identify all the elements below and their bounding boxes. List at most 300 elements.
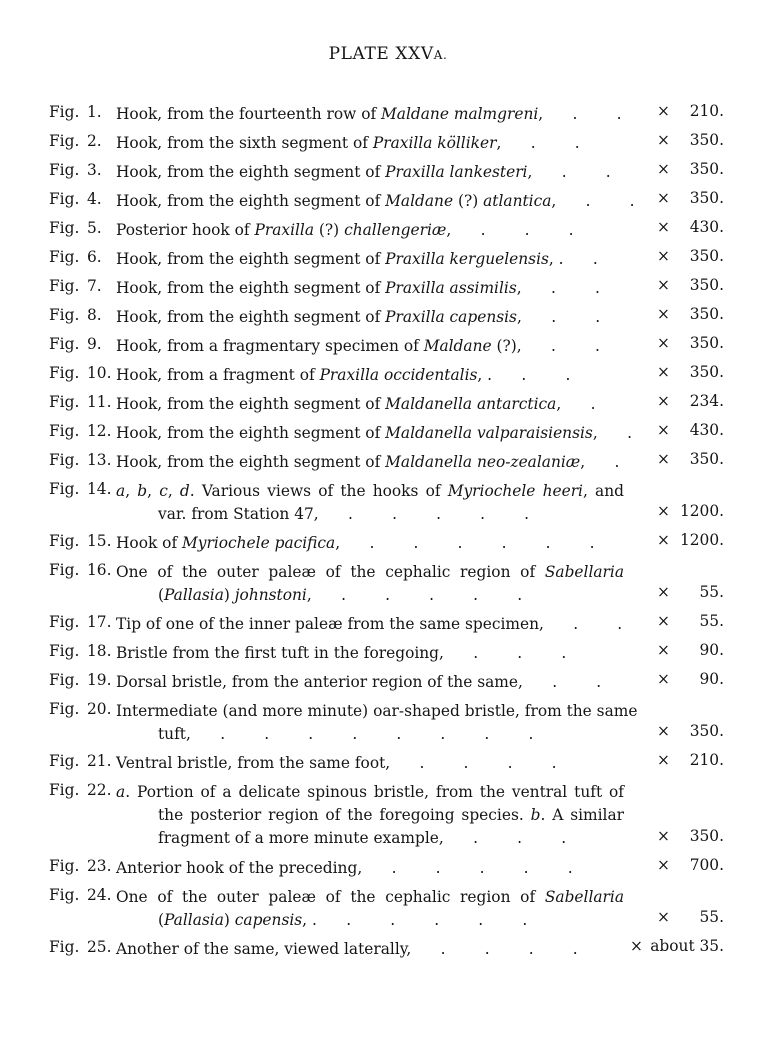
- description-text: , and: [582, 482, 624, 500]
- fig-abbrev: Fig.: [49, 700, 80, 718]
- description-line: [116, 532, 624, 555]
- fig-number: 25.: [87, 938, 112, 956]
- leader-dots: .: [597, 424, 632, 442]
- figure-entry: [0, 695, 776, 747]
- magnification-sign: ×: [657, 363, 670, 381]
- description-text: Hook, from a fragmentary specimen of: [116, 337, 424, 355]
- description-text: . Various views of the hooks of: [189, 482, 448, 500]
- figure-description: [116, 857, 624, 880]
- magnification-value: 350.: [689, 363, 724, 381]
- description-text: ): [223, 586, 235, 604]
- fig-number: 6.: [87, 248, 102, 266]
- figure-label: [49, 306, 102, 324]
- figure-description: [116, 335, 624, 358]
- description-text: . Portion of a delicate spinous bristle, from the ventral tuft of: [125, 783, 624, 801]
- fig-abbrev: Fig.: [49, 938, 80, 956]
- taxon-name: Pallasia: [164, 911, 224, 929]
- taxon-name: challengeriæ: [344, 221, 447, 239]
- figure-entry: [0, 127, 776, 156]
- description-line: [116, 190, 635, 213]
- description-line: [116, 857, 624, 880]
- fig-abbrev: Fig.: [49, 335, 80, 353]
- fig-abbrev: Fig.: [49, 422, 80, 440]
- description-text: Dorsal bristle, from the anterior region of the same,: [116, 673, 523, 691]
- fig-number: 19.: [87, 671, 112, 689]
- taxon-name: Maldane malmgreni: [381, 105, 539, 123]
- fig-abbrev: Fig.: [49, 613, 80, 631]
- figure-entry: [0, 637, 776, 666]
- description-text: tuft,: [158, 725, 191, 743]
- figure-label: [49, 393, 111, 411]
- taxon-name: Sabellaria: [544, 563, 624, 581]
- fig-abbrev: Fig.: [49, 642, 80, 660]
- taxon-name: Maldane: [423, 337, 492, 355]
- taxon-name: Praxilla: [254, 221, 315, 239]
- fig-number: 18.: [87, 642, 112, 660]
- figure-entry: [0, 881, 776, 933]
- figure-entry: [0, 747, 776, 776]
- description-line: [116, 161, 624, 184]
- description-line: [116, 451, 624, 474]
- figure-label: [49, 480, 111, 498]
- figure-entry: [0, 608, 776, 637]
- description-text: fragment of a more minute example,: [158, 829, 444, 847]
- leader-dots: . .: [532, 163, 611, 181]
- fig-number: 3.: [87, 161, 102, 179]
- figure-entry: [0, 359, 776, 388]
- magnification-sign: ×: [657, 502, 670, 520]
- description-text: ,: [335, 534, 341, 552]
- magnification-value: 350.: [689, 722, 724, 740]
- leader-dots: . . . . .: [316, 911, 528, 929]
- magnification-value: 1200.: [679, 502, 724, 520]
- figure-entry: [0, 776, 776, 852]
- taxon-name: Myriochele pacifica: [182, 534, 336, 552]
- figure-description: [116, 103, 624, 126]
- figure-label: [49, 103, 102, 121]
- figure-entry: [0, 852, 776, 881]
- fig-number: 10.: [87, 364, 112, 382]
- leader-dots: . . . .: [390, 754, 557, 772]
- leader-dots: . . .: [443, 829, 567, 847]
- magnification-value: 55.: [699, 908, 724, 926]
- fig-abbrev: Fig.: [49, 886, 80, 904]
- description-text: (?),: [491, 337, 522, 355]
- figure-entry: [0, 666, 776, 695]
- figure-entry: [0, 156, 776, 185]
- magnification-sign: ×: [657, 908, 670, 926]
- magnification-sign: ×: [657, 102, 670, 120]
- figure-description: [116, 700, 638, 746]
- taxon-name: capensis: [234, 911, 303, 929]
- figure-label: [49, 938, 111, 956]
- description-text: (: [158, 911, 165, 929]
- taxon-name: a: [116, 482, 126, 500]
- figure-label: [49, 642, 111, 660]
- description-line: [116, 752, 624, 775]
- description-text: (?): [314, 221, 345, 239]
- magnification-sign: ×: [657, 131, 670, 149]
- description-text: ,: [538, 105, 544, 123]
- leader-dots: . . . . .: [311, 586, 523, 604]
- magnification-value: 350.: [689, 189, 724, 207]
- description-text: Hook, from the fourteenth row of: [116, 105, 382, 123]
- magnification-sign: ×: [657, 189, 670, 207]
- plate-title: [0, 44, 776, 64]
- taxon-name: Praxilla lankesteri: [385, 163, 528, 181]
- leader-dots: . .: [543, 105, 622, 123]
- figure-label: [49, 671, 111, 689]
- description-line: [116, 306, 624, 329]
- description-text: ,: [527, 163, 533, 181]
- description-text: the posterior region of the foregoing species.: [158, 806, 531, 824]
- description-text: Hook, from the eighth segment of: [116, 279, 386, 297]
- figure-label: [49, 857, 111, 875]
- description-text: (?): [453, 192, 484, 210]
- description-line: [116, 827, 624, 850]
- description-line: [116, 613, 624, 636]
- taxon-name: Praxilla capensis: [385, 308, 517, 326]
- figure-description: [116, 393, 624, 416]
- leader-dots: . . . . . .: [340, 534, 595, 552]
- figure-entry: [0, 330, 776, 359]
- description-text: Hook, from a fragment of: [116, 366, 320, 384]
- figure-entry: [0, 556, 776, 608]
- magnification-value: 1200.: [679, 531, 724, 549]
- leader-dots: . .: [492, 366, 571, 384]
- fig-abbrev: Fig.: [49, 752, 80, 770]
- description-line: [116, 132, 624, 155]
- figure-description: [116, 306, 624, 329]
- figure-label: [49, 700, 111, 718]
- magnification-sign: ×: [630, 937, 643, 955]
- fig-abbrev: Fig.: [49, 277, 80, 295]
- fig-abbrev: Fig.: [49, 219, 80, 237]
- leader-dots: . .: [556, 192, 635, 210]
- taxon-name: Maldanella neo-zealaniæ: [385, 453, 581, 471]
- description-text: ,: [592, 424, 598, 442]
- description-text: , .: [302, 911, 317, 929]
- magnification-sign: ×: [657, 305, 670, 323]
- magnification-sign: ×: [657, 670, 670, 688]
- leader-dots: . .: [521, 308, 601, 326]
- fig-number: 23.: [87, 857, 112, 875]
- figure-label: [49, 277, 102, 295]
- description-text: Hook, from the eighth segment of: [116, 308, 386, 326]
- description-text: One of the outer paleæ of the cephalic region of: [116, 888, 545, 906]
- description-line: [116, 335, 624, 358]
- magnification-value: 55.: [699, 612, 724, 630]
- fig-abbrev: Fig.: [49, 561, 80, 579]
- figure-label: [49, 335, 102, 353]
- figure-description: [116, 613, 624, 636]
- fig-number: 22.: [87, 781, 112, 799]
- figure-description: [116, 938, 624, 961]
- magnification-sign: ×: [657, 334, 670, 352]
- description-text: ): [223, 911, 235, 929]
- figure-description: [116, 781, 624, 850]
- description-line: [116, 804, 624, 827]
- leader-dots: . .: [543, 615, 623, 633]
- magnification-value: 700.: [689, 856, 724, 874]
- fig-abbrev: Fig.: [49, 364, 80, 382]
- magnification-sign: ×: [657, 612, 670, 630]
- figure-description: [116, 561, 624, 607]
- taxon-name: atlantica: [483, 192, 552, 210]
- description-text: Posterior hook of: [116, 221, 255, 239]
- magnification-value: 350.: [689, 334, 724, 352]
- magnification-value: 350.: [689, 131, 724, 149]
- magnification-sign: ×: [657, 531, 670, 549]
- description-line: [116, 277, 624, 300]
- magnification-sign: ×: [657, 218, 670, 236]
- description-text: , .: [548, 250, 564, 268]
- figure-label: [49, 364, 111, 382]
- description-text: Hook, from the sixth segment of: [116, 134, 373, 152]
- description-text: Ventral bristle, from the same foot,: [116, 754, 391, 772]
- description-line: [116, 480, 624, 503]
- description-line: [116, 561, 624, 584]
- leader-dots: . .: [501, 134, 580, 152]
- leader-dots: . . . . .: [362, 859, 573, 877]
- leader-dots: .: [563, 250, 598, 268]
- magnification-sign: ×: [657, 722, 670, 740]
- description-line: [116, 248, 624, 271]
- figure-list: [0, 98, 776, 962]
- leader-dots: . . . . .: [318, 505, 530, 523]
- figure-description: [116, 480, 624, 526]
- figure-description: [116, 642, 624, 665]
- figure-description: [116, 132, 624, 155]
- description-text: var. from Station 47,: [158, 505, 319, 523]
- magnification-value: 430.: [689, 421, 724, 439]
- leader-dots: .: [561, 395, 596, 413]
- description-text: Another of the same, viewed laterally,: [116, 940, 412, 958]
- fig-number: 4.: [87, 190, 102, 208]
- figure-description: [116, 451, 624, 474]
- description-line: [116, 584, 624, 607]
- magnification-value: 350.: [689, 305, 724, 323]
- magnification-sign: ×: [657, 583, 670, 601]
- description-text: ,: [556, 395, 562, 413]
- taxon-name: Praxilla kölliker: [372, 134, 497, 152]
- description-text: Tip of one of the inner paleæ from the same specimen,: [116, 615, 544, 633]
- taxon-name: a: [116, 783, 126, 801]
- figure-entry: [0, 527, 776, 556]
- fig-number: 21.: [87, 752, 112, 770]
- description-text: Anterior hook of the preceding,: [116, 859, 363, 877]
- fig-abbrev: Fig.: [49, 781, 80, 799]
- description-text: . A similar: [540, 806, 625, 824]
- fig-abbrev: Fig.: [49, 857, 80, 875]
- description-line: [116, 671, 624, 694]
- leader-dots: . .: [521, 279, 600, 297]
- fig-number: 8.: [87, 306, 102, 324]
- fig-number: 13.: [87, 451, 112, 469]
- figure-description: [116, 219, 624, 242]
- description-text: Intermediate (and more minute) oar-shaped bristle, from the same: [116, 702, 638, 720]
- description-text: Hook, from the eighth segment of: [116, 163, 386, 181]
- figure-label: [49, 532, 111, 550]
- figure-entry: [0, 417, 776, 446]
- fig-abbrev: Fig.: [49, 393, 80, 411]
- figure-label: [49, 219, 102, 237]
- description-line: [116, 723, 624, 746]
- figure-label: [49, 752, 111, 770]
- description-text: ,: [516, 308, 522, 326]
- fig-abbrev: Fig.: [49, 190, 80, 208]
- description-text: ,: [125, 482, 138, 500]
- taxon-name: Praxilla kerguelensis: [385, 250, 549, 268]
- fig-abbrev: Fig.: [49, 306, 80, 324]
- taxon-name: Praxilla assimilis: [385, 279, 517, 297]
- taxon-name: b: [137, 482, 148, 500]
- leader-dots: . . . .: [411, 940, 578, 958]
- description-line: [116, 781, 624, 804]
- description-text: ,: [147, 482, 160, 500]
- magnification-sign: ×: [657, 392, 670, 410]
- magnification-value: 350.: [689, 450, 724, 468]
- fig-number: 7.: [87, 277, 102, 295]
- description-line: [116, 642, 624, 665]
- fig-number: 9.: [87, 335, 102, 353]
- taxon-name: d: [179, 482, 190, 500]
- figure-label: [49, 781, 111, 799]
- figure-label: [49, 561, 111, 579]
- description-line: [116, 700, 638, 723]
- magnification-value: 430.: [689, 218, 724, 236]
- description-text: ,: [496, 134, 502, 152]
- fig-number: 14.: [87, 480, 112, 498]
- figure-entry: [0, 185, 776, 214]
- figure-description: [116, 422, 632, 445]
- figure-description: [116, 277, 624, 300]
- taxon-name: Maldanella antarctica: [385, 395, 557, 413]
- figure-description: [116, 190, 635, 213]
- description-line: [116, 422, 632, 445]
- magnification-sign: ×: [657, 450, 670, 468]
- fig-abbrev: Fig.: [49, 248, 80, 266]
- leader-dots: .: [585, 453, 620, 471]
- figure-description: [116, 161, 624, 184]
- description-line: [116, 938, 624, 961]
- description-text: ,: [306, 586, 312, 604]
- description-text: One of the outer paleæ of the cephalic region of: [116, 563, 545, 581]
- fig-number: 5.: [87, 219, 102, 237]
- figure-label: [49, 248, 102, 266]
- magnification-sign: ×: [657, 421, 670, 439]
- leader-dots: . . .: [451, 221, 574, 239]
- fig-number: 12.: [87, 422, 112, 440]
- taxon-name: Myriochele heeri: [447, 482, 583, 500]
- description-text: ,: [446, 221, 452, 239]
- leader-dots: . . .: [443, 644, 567, 662]
- figure-description: [116, 364, 624, 387]
- description-text: ,: [551, 192, 557, 210]
- taxon-name: Maldanella valparaisiensis: [385, 424, 593, 442]
- taxon-name: johnstoni: [234, 586, 307, 604]
- fig-abbrev: Fig.: [49, 671, 80, 689]
- figure-entry: [0, 243, 776, 272]
- figure-entry: [0, 272, 776, 301]
- magnification-value: 350.: [689, 276, 724, 294]
- description-text: Hook, from the eighth segment of: [116, 395, 386, 413]
- description-line: [116, 103, 624, 126]
- taxon-name: Praxilla occidentalis: [319, 366, 478, 384]
- figure-label: [49, 451, 111, 469]
- magnification-value: about 35.: [650, 937, 724, 955]
- leader-dots: . . . . . . . .: [190, 725, 534, 743]
- description-text: Bristle from the first tuft in the foregoing,: [116, 644, 444, 662]
- taxon-name: b: [530, 806, 541, 824]
- taxon-name: Maldane: [385, 192, 454, 210]
- description-text: Hook, from the eighth segment of: [116, 453, 386, 471]
- fig-number: 1.: [87, 103, 102, 121]
- magnification-value: 90.: [699, 670, 724, 688]
- fig-abbrev: Fig.: [49, 103, 80, 121]
- fig-abbrev: Fig.: [49, 480, 80, 498]
- figure-entry: [0, 98, 776, 127]
- figure-description: [116, 248, 624, 271]
- fig-number: 20.: [87, 700, 112, 718]
- description-line: [116, 909, 624, 932]
- fig-abbrev: Fig.: [49, 451, 80, 469]
- magnification-sign: ×: [657, 160, 670, 178]
- figure-entry: [0, 933, 776, 962]
- fig-number: 2.: [87, 132, 102, 150]
- description-text: ,: [580, 453, 586, 471]
- figure-description: [116, 671, 624, 694]
- description-line: [116, 364, 624, 387]
- figure-entry: [0, 475, 776, 527]
- magnification-sign: ×: [657, 856, 670, 874]
- description-line: [116, 886, 624, 909]
- description-text: Hook, from the eighth segment of: [116, 424, 386, 442]
- figure-entry: [0, 214, 776, 243]
- taxon-name: c: [159, 482, 168, 500]
- figure-label: [49, 886, 111, 904]
- fig-abbrev: Fig.: [49, 132, 80, 150]
- figure-description: [116, 752, 624, 775]
- magnification-sign: ×: [657, 276, 670, 294]
- description-line: [116, 219, 624, 242]
- description-text: Hook, from the eighth segment of: [116, 192, 386, 210]
- figure-label: [49, 190, 102, 208]
- description-text: , .: [477, 366, 493, 384]
- leader-dots: . .: [521, 337, 600, 355]
- fig-abbrev: Fig.: [49, 161, 80, 179]
- fig-number: 16.: [87, 561, 112, 579]
- description-line: [116, 503, 624, 526]
- fig-number: 17.: [87, 613, 112, 631]
- fig-number: 11.: [87, 393, 112, 411]
- magnification-value: 350.: [689, 827, 724, 845]
- description-text: Hook of: [116, 534, 183, 552]
- magnification-value: 55.: [699, 583, 724, 601]
- figure-entry: [0, 301, 776, 330]
- figure-label: [49, 132, 102, 150]
- magnification-value: 90.: [699, 641, 724, 659]
- description-text: ,: [516, 279, 522, 297]
- magnification-value: 350.: [689, 247, 724, 265]
- figure-entry: [0, 446, 776, 475]
- fig-number: 24.: [87, 886, 112, 904]
- magnification-value: 234.: [689, 392, 724, 410]
- taxon-name: Sabellaria: [544, 888, 624, 906]
- leader-dots: . .: [522, 673, 602, 691]
- magnification-value: 210.: [689, 751, 724, 769]
- plate-title-main: PLATE XXV: [328, 44, 434, 64]
